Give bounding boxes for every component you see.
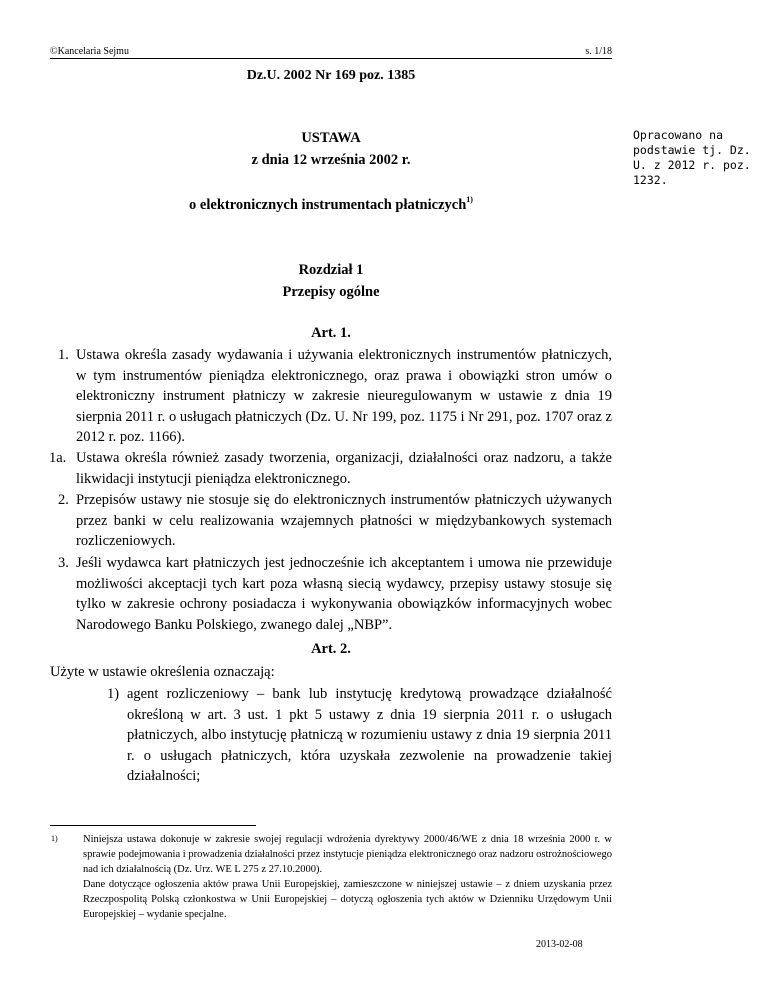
art2-heading: Art. 2. bbox=[311, 641, 351, 657]
footnote bbox=[51, 832, 612, 922]
footnote-mark: 1) bbox=[51, 834, 58, 843]
art1-par-number: 1. bbox=[58, 347, 69, 363]
footnote-rule bbox=[50, 825, 256, 826]
art1-paragraph bbox=[58, 553, 612, 635]
act-subject bbox=[50, 197, 612, 214]
side-note: Opracowano na podstawie tj. Dz. U. z 2012 r. poz. 1232. bbox=[633, 128, 751, 187]
journal-reference: Dz.U. 2002 Nr 169 poz. 1385 bbox=[246, 68, 416, 83]
art1-paragraph bbox=[58, 345, 612, 448]
header-rule bbox=[50, 58, 612, 59]
art1-par-number: 3. bbox=[58, 555, 69, 571]
footer-date: 2013-02-08 bbox=[536, 939, 583, 950]
art1-paragraph bbox=[58, 490, 612, 552]
act-type: USTAWA bbox=[301, 130, 361, 146]
act-subject-text: o elektronicznych instrumentach płatniczych bbox=[189, 197, 467, 213]
art1-paragraph bbox=[49, 448, 612, 489]
footnote-paragraph-1: Niniejsza ustawa dokonuje w zakresie swojej regulacji wdrożenia dyrektywy 2000/46/WE z dnia 18 września 2000 r. w sprawie podejmowania i prowadzenia działalności przez instytucje pieniądza elektronicznego oraz nadzoru ostrożnościowego nad ich działalnością (Dz. Urz. WE L 275 z 27.10.2000). bbox=[83, 834, 612, 875]
art1-heading: Art. 1. bbox=[311, 325, 351, 341]
art1-par-text: Przepisów ustawy nie stosuje się do elektronicznych instrumentów płatniczych używanych przez banki w celu realizowania wzajemnych płatności w międzybankowych systemach rozliczeniowych. bbox=[76, 492, 612, 549]
page-number: s. 1/18 bbox=[585, 46, 612, 57]
art1-par-number: 2. bbox=[58, 492, 69, 508]
art1-par-text: Jeśli wydawca kart płatniczych jest jednocześnie ich akceptantem i umowa nie przewiduje możliwości akceptacji tych kart poza własną siecią wydawcy, przepisy ustawy stosuje się tylko w zakresie ochrony posiadacza i wykonywania obowiązków informacyjnych wobec Narodowego Banku Polskiego, zwanego dalej „NBP”. bbox=[76, 555, 612, 633]
footnote-ref: 1) bbox=[466, 195, 473, 204]
chapter-name: Przepisy ogólne bbox=[282, 284, 380, 300]
art1-par-number: 1a. bbox=[49, 450, 67, 466]
art2-item-text: agent rozliczeniowy – bank lub instytucję kredytową prowadzące działalność określoną w art. 3 ust. 1 pkt 5 ustawy z dnia 19 sierpnia 2011 r. o usługach płatniczych, albo instytucję płatniczą w rozumieniu ustawy z dnia 19 sierpnia 2011 r. o usługach płatniczych, która uzyskała zezwolenie na prowadzenie takiej działalności; bbox=[127, 686, 612, 784]
footnote-paragraph-2: Dane dotyczące ogłoszenia aktów prawa Unii Europejskiej, zamieszczone w niniejszej ustawie – z dniem uzyskania przez Rzeczpospolitą Polską członkostwa w Unii Europejskiej – dotyczą ogłoszenia tych aktów w Dzienniku Urzędowym Unii Europejskiej – wydanie specjalne. bbox=[83, 879, 612, 920]
art2-item-number: 1) bbox=[107, 686, 120, 702]
art1-par-text: Ustawa określa zasady wydawania i używania elektronicznych instrumentów płatniczych, w tym instrumentów pieniądza elektronicznego, oraz prawa i obowiązki stron umów o elektroniczny instrument płatniczy w zakresie nieuregulowanym w ustawie z dnia 19 sierpnia 2011 r. o usługach płatniczych (Dz. U. Nr 199, poz. 1175 i Nr 291, poz. 1707 oraz z 2012 r. poz. 1166). bbox=[76, 347, 612, 445]
art1-par-text: Ustawa określa również zasady tworzenia, organizacji, działalności oraz nadzoru, a także likwidacji instytucji pieniądza elektronicznego. bbox=[76, 450, 612, 487]
header-left-text: ©Kancelaria Sejmu bbox=[50, 46, 129, 57]
chapter-number: Rozdział 1 bbox=[298, 262, 364, 278]
art2-intro: Użyte w ustawie określenia oznaczają: bbox=[50, 664, 275, 680]
act-date: z dnia 12 września 2002 r. bbox=[251, 152, 411, 168]
art2-item bbox=[107, 684, 612, 787]
